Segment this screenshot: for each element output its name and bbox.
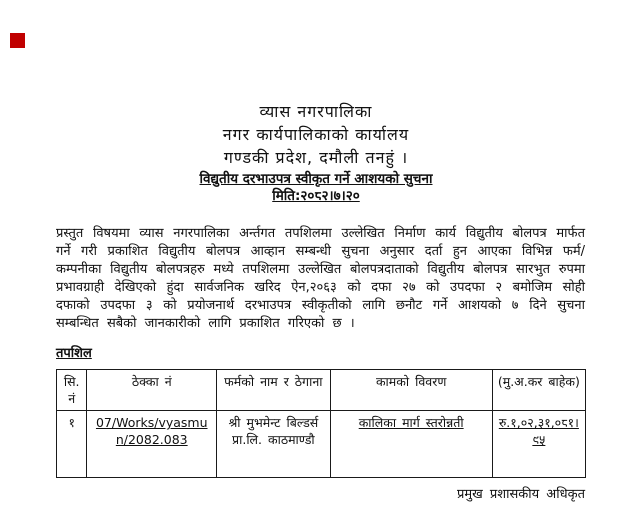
cell-amount: रु.१,०२,३१,०८१।९५ — [492, 411, 585, 478]
cell-serial-number: १ — [57, 411, 87, 478]
red-square-marker — [10, 33, 25, 48]
header-contract-number: ठेक्का नं — [87, 370, 217, 411]
header-firm-name-address: फर्मको नाम र ठेगाना — [217, 370, 331, 411]
cell-contract-number: 07/Works/vyasmun/2082.083 — [87, 411, 217, 478]
tender-details-table — [56, 369, 586, 478]
header-serial-number: सि. नं — [57, 370, 87, 411]
notice-title: विद्युतीय दरभाउपत्र स्वीकृत गर्ने आशयको सुचना — [199, 171, 433, 187]
address-line: गण्डकी प्रदेश, दमौली तनहुं । — [223, 148, 409, 167]
municipality-name: व्यास नगरपालिका — [259, 102, 373, 121]
details-label: तपशिल — [56, 346, 92, 361]
cell-work-description: कालिका मार्ग स्तरोन्नती — [330, 411, 492, 478]
office-name: नगर कार्यपालिकाको कार्यालय — [222, 125, 410, 144]
table-row — [57, 411, 586, 478]
table-header-row — [57, 370, 586, 411]
notice-date: मिति:२०८२।७।२० — [272, 188, 360, 204]
cell-firm-name-address: श्री मुभमेन्ट बिल्डर्स प्रा.लि. काठमाण्डौ — [217, 411, 331, 478]
letterhead — [0, 100, 632, 205]
header-amount-excl-vat: (मु.अ.कर बाहेक) — [492, 370, 585, 411]
notice-body-paragraph: प्रस्तुत विषयमा व्यास नगरपालिका अर्न्तगत तपशिलमा उल्लेखित निर्माण कार्य विद्युतीय बोलपत्र मार्फत गर्ने गरी प्रकाशित विद्युतीय बोलपत्र आव्हान सम्बन्धी सुचना अनुसार दर्ता हुन आएका विभिन्न फर्म/कम्पनीका विद्युतीय बोलपत्रहरु मध्ये तपशिलमा उल्लेखित बोलपत्रदाताको विद्युतीय बोलपत्र सारभुत रुपमा प्रभावग्राही देखिएको हुंदा सार्वजनिक खरिद ऐन,२०६३ को दफा २७ को उपदफा २ बमोजिम सोही दफाको उपदफा ३ को प्रयोजनार्थ दरभाउपत्र स्वीकृतीको लागि छनौट गर्ने आशयको ७ दिने सुचना सम्बन्धित सबैको जानकारीको लागि प्रकाशित गरिएको छ । — [56, 226, 585, 331]
signatory-title: प्रमुख प्रशासकीय अधिकृत — [456, 487, 585, 502]
header-work-description: कामको विवरण — [330, 370, 492, 411]
